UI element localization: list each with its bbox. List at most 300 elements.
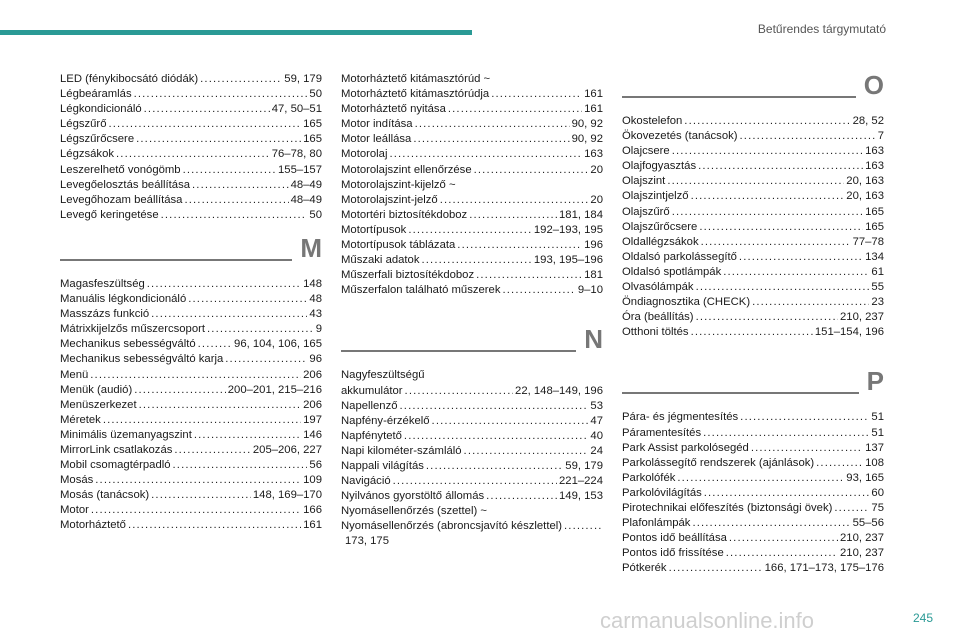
index-term: Oldalsó parkolássegítő — [622, 250, 737, 263]
dot-leader — [192, 178, 289, 193]
index-pages: 28, 52 — [852, 115, 884, 127]
index-pages: 161 — [584, 103, 603, 116]
index-pages: 47 — [590, 414, 603, 427]
index-term: Menük (audió) — [60, 383, 133, 396]
index-pages: 163 — [865, 160, 884, 173]
index-pages: 20 — [590, 193, 603, 206]
index-entry — [341, 193, 603, 208]
index-term: Olajszintjelző — [622, 190, 689, 203]
index-pages: 20, 163 — [846, 190, 884, 203]
index-pages: 90, 92 — [571, 133, 603, 146]
dot-leader — [457, 238, 582, 253]
dot-leader — [677, 471, 844, 486]
index-entry — [622, 295, 884, 310]
index-pages: 9 — [315, 323, 322, 336]
dot-leader — [474, 163, 589, 178]
index-term: Parkolófék — [622, 471, 676, 484]
index-entry — [341, 117, 603, 132]
dot-leader — [699, 220, 863, 235]
index-pages: 20, 163 — [846, 175, 884, 188]
dot-leader — [426, 459, 563, 474]
index-term: Motor indítása — [341, 118, 413, 131]
index-pages: 48 — [309, 293, 322, 306]
index-pages: 148, 169–170 — [252, 489, 322, 502]
index-entry — [622, 486, 884, 501]
index-pages: 77–78 — [852, 235, 884, 248]
dot-leader — [413, 132, 569, 147]
section-rule — [622, 392, 884, 394]
index-entry — [622, 174, 884, 189]
index-term: Pótkerék — [622, 562, 667, 575]
index-term: Masszázs funkció — [60, 308, 150, 321]
section-letter: O — [856, 70, 884, 100]
index-term: Motorháztető kitámasztórúdja — [341, 88, 490, 101]
dot-leader — [161, 208, 308, 223]
index-entry — [622, 265, 884, 280]
section-divider-o — [622, 66, 884, 106]
dot-leader — [136, 132, 301, 147]
index-pages: 93, 165 — [846, 471, 884, 484]
index-pages: 53 — [590, 399, 603, 412]
index-term: Olajcsere — [622, 145, 670, 158]
index-term: Olvasólámpák — [622, 281, 694, 294]
dot-leader — [90, 368, 301, 383]
index-pages: 196 — [584, 239, 603, 252]
index-pages: 165 — [303, 133, 322, 146]
index-entry — [60, 193, 322, 208]
dot-leader — [834, 501, 869, 516]
index-term: Méretek — [60, 413, 101, 426]
index-term: Minimális üzemanyagszint — [60, 428, 192, 441]
index-pages: 205–206, 227 — [252, 443, 322, 456]
index-term: Ökovezetés (tanácsok) — [622, 130, 738, 143]
index-pages: 200–201, 215–216 — [227, 383, 322, 396]
index-entry — [622, 410, 884, 425]
dot-leader — [147, 277, 301, 292]
index-entry — [622, 531, 884, 546]
index-term: Navigáció — [341, 475, 391, 488]
index-pages: 221–224 — [559, 475, 603, 488]
watermark: carmanualsonline.info — [600, 608, 815, 633]
dot-leader — [696, 280, 870, 295]
index-pages: 55 — [871, 281, 884, 294]
dot-leader — [669, 561, 763, 576]
dot-leader — [408, 223, 532, 238]
index-pages: 50 — [309, 208, 322, 221]
index-term: Motortípusok táblázata — [341, 239, 456, 252]
index-group-m-cont — [341, 87, 603, 178]
page-header-title: Betűrendes tárgymutató — [757, 22, 886, 36]
index-term: Műszerfali biztosítékdoboz — [341, 269, 475, 282]
index-group-m-cont2 — [341, 193, 603, 299]
dot-leader — [723, 265, 869, 280]
dot-leader — [739, 250, 863, 265]
dot-leader — [816, 456, 863, 471]
dot-leader — [95, 473, 301, 488]
index-entry — [622, 456, 884, 471]
index-pages: 48–49 — [290, 193, 322, 206]
dot-leader — [691, 325, 813, 340]
index-term: Légzsákok — [60, 148, 115, 161]
index-term: Levegőelosztás beállítása — [60, 178, 191, 191]
index-pages: 61 — [871, 265, 884, 278]
index-term: Óra (beállítás) — [622, 311, 694, 324]
index-pages: 146 — [303, 428, 322, 441]
index-pages: 108 — [865, 456, 884, 469]
index-entry-continuation: 173, 175 — [345, 535, 389, 548]
index-pages: 50 — [309, 88, 322, 101]
index-pages: 206 — [303, 368, 322, 381]
index-entry — [60, 383, 322, 398]
index-entry — [60, 398, 322, 413]
index-term: Mechanikus sebességváltó karja — [60, 353, 224, 366]
index-entry — [60, 132, 322, 147]
section-divider-p — [622, 362, 884, 402]
dot-leader — [393, 474, 557, 489]
index-term: Napellenző — [341, 399, 398, 412]
index-pages: 181 — [584, 269, 603, 282]
index-entry — [341, 223, 603, 238]
dot-leader — [183, 163, 276, 178]
index-group-n — [341, 384, 603, 505]
index-entry — [60, 147, 322, 162]
index-group-l — [60, 72, 322, 223]
index-term: Napfénytető — [341, 429, 402, 442]
index-entry — [622, 471, 884, 486]
dot-leader — [134, 87, 308, 102]
dot-leader — [404, 429, 589, 444]
dot-leader — [491, 87, 582, 102]
index-term: Levegő keringetése — [60, 208, 159, 221]
index-entry — [622, 426, 884, 441]
index-pages: 134 — [865, 250, 884, 263]
index-entry — [60, 322, 322, 337]
index-entry — [622, 250, 884, 265]
index-entry — [60, 488, 322, 503]
index-pages: 96 — [309, 353, 322, 366]
index-term: Levegőhozam beállítása — [60, 193, 183, 206]
dot-leader — [108, 117, 301, 132]
index-pages: 22, 148–149, 196 — [515, 384, 603, 397]
index-pages: 181, 184 — [559, 208, 603, 221]
index-term: Motorolajszint ellenőrzése — [341, 163, 472, 176]
index-term: Nyilvános gyorstöltő állomás — [341, 490, 485, 503]
index-group-p — [622, 410, 884, 576]
index-pages: 9–10 — [577, 284, 603, 297]
index-entry — [341, 132, 603, 147]
index-term: Motortípusok — [341, 223, 407, 236]
index-entry — [622, 159, 884, 174]
index-entry — [622, 129, 884, 144]
index-pages: 56 — [309, 459, 322, 472]
index-entry — [60, 518, 322, 533]
dot-leader — [740, 129, 876, 144]
dot-leader — [422, 253, 532, 268]
index-term: Napfény-érzékelő — [341, 414, 430, 427]
index-pages: 23 — [871, 296, 884, 309]
dot-leader — [184, 193, 288, 208]
index-term: Menüszerkezet — [60, 398, 137, 411]
index-pages: 210, 237 — [840, 311, 884, 324]
index-entry — [622, 205, 884, 220]
index-term: Napi kilométer-számláló — [341, 444, 462, 457]
dot-leader — [729, 531, 838, 546]
index-term: akkumulátor — [341, 384, 403, 397]
dot-leader — [225, 352, 307, 367]
dot-leader — [139, 398, 302, 413]
index-term: Motorolaj — [341, 148, 388, 161]
index-entry — [622, 310, 884, 325]
dot-leader — [198, 337, 232, 352]
index-pages: 60 — [871, 486, 884, 499]
dot-leader — [103, 413, 301, 428]
index-entry — [60, 72, 322, 87]
index-term: Öndiagnosztika (CHECK) — [622, 296, 751, 309]
index-term: Okostelefon — [622, 115, 683, 127]
index-term: Olajfogyasztás — [622, 160, 697, 173]
index-pages: 165 — [303, 118, 322, 131]
index-term: MirrorLink csatlakozás — [60, 443, 173, 456]
index-entry — [622, 235, 884, 250]
index-term: Légszűrő — [60, 118, 107, 131]
dot-leader — [400, 399, 589, 414]
index-pages: 163 — [865, 145, 884, 158]
index-entry — [341, 459, 603, 474]
dot-leader — [469, 208, 557, 223]
index-term: Mátrixkijelzős műszercsoport — [60, 323, 206, 336]
dot-leader — [432, 414, 589, 429]
index-entry — [60, 163, 322, 178]
dot-leader — [200, 72, 282, 87]
section-rule — [60, 259, 322, 261]
section-divider-n — [341, 320, 603, 360]
index-entry-heading: Nyomásellenőrzés (szettel) ~ — [341, 505, 487, 518]
index-pages: 165 — [865, 205, 884, 218]
dot-leader — [188, 292, 307, 307]
index-group-o — [622, 114, 884, 340]
dot-leader — [151, 488, 251, 503]
section-rule — [622, 96, 884, 98]
dot-leader — [691, 189, 845, 204]
index-entry — [622, 189, 884, 204]
index-pages: 109 — [303, 474, 322, 487]
index-entry — [341, 163, 603, 178]
index-entry — [622, 561, 884, 576]
dot-leader — [448, 102, 582, 117]
index-entry — [60, 337, 322, 352]
dot-leader — [476, 268, 582, 283]
index-term: Műszerfalon található műszerek — [341, 284, 501, 297]
index-entry — [622, 441, 884, 456]
index-term: Mechanikus sebességváltó — [60, 338, 196, 351]
index-term: Olajszűrőcsere — [622, 220, 698, 233]
index-entry — [622, 546, 884, 561]
index-entry — [341, 238, 603, 253]
index-term: Manuális légkondicionáló — [60, 293, 187, 306]
index-pages: 59, 179 — [284, 73, 322, 85]
section-divider-m — [60, 229, 322, 269]
index-pages: 165 — [865, 220, 884, 233]
dot-leader — [464, 444, 589, 459]
index-term: Légszűrőcsere — [60, 133, 135, 146]
index-group-m — [60, 277, 322, 534]
index-pages: 20 — [590, 163, 603, 176]
index-term: Pontos idő frissítése — [622, 547, 724, 560]
index-entry — [622, 220, 884, 235]
index-entry — [341, 474, 603, 489]
index-term: Páramentesítés — [622, 426, 702, 439]
dot-leader — [672, 205, 863, 220]
index-pages: 96, 104, 106, 165 — [234, 338, 322, 351]
index-entry-heading: Motorolajszint-kijelző ~ — [341, 178, 456, 191]
index-entry — [341, 399, 603, 414]
index-entry — [622, 516, 884, 531]
index-pages: 137 — [865, 441, 884, 454]
index-entry — [622, 280, 884, 295]
index-pages: 43 — [309, 308, 322, 321]
index-term: Műszaki adatok — [341, 254, 420, 267]
dot-leader — [698, 159, 863, 174]
index-pages: 55–56 — [852, 517, 884, 530]
index-entry — [341, 384, 603, 399]
index-entry — [60, 307, 322, 322]
dot-leader — [692, 516, 850, 531]
index-entry — [341, 429, 603, 444]
index-pages: 24 — [590, 444, 603, 457]
index-term: Légbeáramlás — [60, 88, 132, 101]
dot-leader — [173, 458, 308, 473]
dot-leader — [701, 235, 851, 250]
index-entry — [60, 208, 322, 223]
index-entry — [60, 458, 322, 473]
index-entry — [60, 503, 322, 518]
index-entry — [60, 87, 322, 102]
dot-leader — [740, 410, 869, 425]
index-entry — [341, 253, 603, 268]
dot-leader — [672, 144, 863, 159]
index-entry — [60, 178, 322, 193]
index-pages: 210, 237 — [840, 547, 884, 560]
index-pages: 166 — [303, 504, 322, 517]
index-pages: 192–193, 195 — [533, 223, 603, 236]
index-pages: 51 — [871, 411, 884, 424]
index-entry: Nyomásellenőrzés (abroncsjavító készlettel) . . . — [341, 519, 603, 534]
index-entry-heading: Nagyfeszültségű — [341, 369, 425, 382]
dot-leader — [703, 426, 869, 441]
index-entry-heading: Motorháztető kitámasztórúd ~ — [341, 73, 491, 85]
index-term: Pirotechnikai előfeszítés (biztonsági övek) — [622, 501, 833, 514]
dot-leader — [440, 193, 589, 208]
index-pages: 197 — [303, 413, 322, 426]
index-pages: 163 — [584, 148, 603, 161]
index-pages: 149, 153 — [559, 490, 603, 503]
index-term: Otthoni töltés — [622, 326, 689, 339]
index-term: Mosás (tanácsok) — [60, 489, 150, 502]
index-entry — [60, 277, 322, 292]
index-pages: 59, 179 — [565, 459, 603, 472]
dot-leader — [207, 322, 314, 337]
dot-leader — [696, 310, 838, 325]
index-term: Park Assist parkolósegéd — [622, 441, 749, 454]
index-entry — [622, 325, 884, 340]
index-term: Olajszint — [622, 175, 666, 188]
index-term: Parkolóvilágítás — [622, 486, 702, 499]
index-term: Motor leállása — [341, 133, 412, 146]
index-term: Pontos idő beállítása — [622, 532, 727, 545]
dot-leader — [726, 546, 838, 561]
index-term: Pára- és jégmentesítés — [622, 411, 739, 424]
index-entry — [341, 444, 603, 459]
index-entry — [341, 283, 603, 298]
index-pages: 48–49 — [290, 178, 322, 191]
dot-leader — [752, 295, 869, 310]
index-entry — [60, 428, 322, 443]
index-entry — [622, 114, 884, 129]
index-term: LED (fénykibocsátó diódák) — [60, 73, 199, 85]
index-term: Mobil csomagtérpadló — [60, 459, 171, 472]
index-term: Leszerelhető vonógömb — [60, 163, 181, 176]
dot-leader — [564, 519, 601, 534]
dot-leader — [405, 384, 514, 399]
index-term: Nappali világítás — [341, 459, 424, 472]
index-entry — [60, 352, 322, 367]
index-entry — [60, 292, 322, 307]
header-accent-bar — [0, 30, 472, 35]
dot-leader — [389, 147, 582, 162]
dot-leader — [134, 383, 226, 398]
index-term: Motorolajszint-jelző — [341, 193, 438, 206]
dot-leader — [128, 518, 301, 533]
index-entry — [60, 102, 322, 117]
index-term: Mosás — [60, 474, 94, 487]
index-pages: 47, 50–51 — [271, 103, 322, 116]
section-rule — [341, 350, 603, 352]
index-term: Plafonlámpák — [622, 517, 691, 530]
index-pages: 155–157 — [278, 163, 322, 176]
index-entry — [60, 117, 322, 132]
dot-leader — [684, 114, 850, 129]
index-pages: 166, 171–173, 175–176 — [764, 562, 884, 575]
index-term: Oldalsó spotlámpák — [622, 265, 722, 278]
index-entry — [341, 102, 603, 117]
index-pages: 51 — [871, 426, 884, 439]
index-column-3 — [622, 66, 884, 576]
index-pages: 151–154, 196 — [814, 326, 884, 339]
index-term: Magasfeszültség — [60, 277, 145, 290]
index-entry — [60, 473, 322, 488]
index-term: Oldallégzsákok — [622, 235, 699, 248]
index-pages: 75 — [871, 501, 884, 514]
index-pages: 90, 92 — [571, 118, 603, 131]
index-term: Légkondicionáló — [60, 103, 142, 116]
section-letter: P — [859, 366, 884, 396]
index-pages: 210, 237 — [840, 532, 884, 545]
index-column-2 — [341, 72, 603, 550]
index-entry — [341, 489, 603, 504]
section-letter: M — [292, 233, 322, 263]
dot-leader — [174, 443, 251, 458]
dot-leader — [415, 117, 570, 132]
index-pages: 206 — [303, 398, 322, 411]
index-entry — [60, 368, 322, 383]
index-term: Parkolássegítő rendszerek (ajánlások) — [622, 456, 815, 469]
dot-leader — [194, 428, 301, 443]
index-term: Menü — [60, 368, 89, 381]
dot-leader — [116, 147, 270, 162]
index-entry — [60, 413, 322, 428]
page-number: 245 — [913, 611, 934, 625]
index-pages: 40 — [590, 429, 603, 442]
